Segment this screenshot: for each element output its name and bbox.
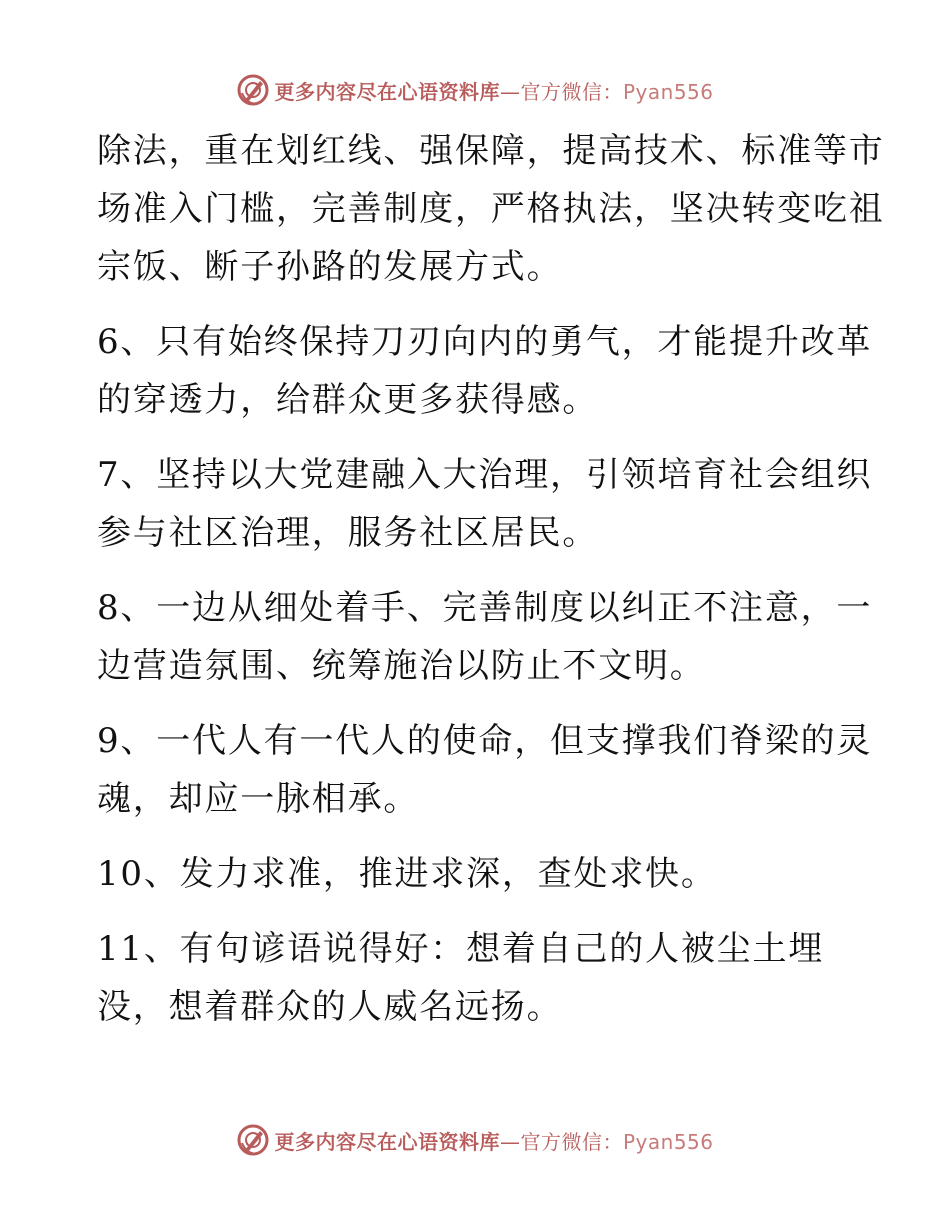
footer-text	[274, 1126, 713, 1155]
footer-wechat-label: 官方微信：	[520, 1129, 623, 1154]
paragraph-line: 8、一边从细处着手、完善制度以纠正不注意，一	[97, 588, 873, 628]
header-wechat-label: 官方微信：	[520, 79, 623, 104]
paragraph-line: 边营造氛围、统筹施治以防止不文明。	[97, 646, 706, 686]
footer-banner	[0, 1120, 950, 1160]
paragraph	[97, 446, 873, 562]
header-wechat-id: Pyan556	[622, 79, 714, 104]
paragraph-line: 9、一代人有一代人的使命，但支撑我们脊梁的灵	[97, 721, 873, 761]
paragraph	[97, 579, 873, 695]
header-text	[274, 76, 713, 105]
footer-separator: —	[499, 1129, 521, 1154]
paragraph-line: 场准入门槛，完善制度，严格执法，坚决转变吃祖	[97, 189, 885, 229]
brand-logo-icon	[236, 1123, 270, 1157]
header-separator: —	[499, 79, 521, 104]
paragraph-line: 6、只有始终保持刀刃向内的勇气，才能提升改革	[97, 322, 873, 362]
header-banner	[0, 70, 950, 110]
paragraph-line: 没，想着群众的人威名远扬。	[97, 987, 563, 1027]
document-body	[97, 122, 885, 1053]
header-site-name: 更多内容尽在心语资料库	[274, 79, 500, 104]
paragraph-line: 宗饭、断子孙路的发展方式。	[97, 247, 563, 287]
paragraph	[97, 313, 873, 429]
paragraph	[97, 920, 857, 1036]
paragraph-line: 的穿透力，给群众更多获得感。	[97, 380, 599, 420]
footer-site-name: 更多内容尽在心语资料库	[274, 1129, 500, 1154]
paragraph	[97, 712, 873, 828]
paragraph-line: 11、有句谚语说得好：想着自己的人被尘土埋	[97, 929, 825, 969]
paragraph-line: 除法，重在划红线、强保障，提高技术、标准等市	[97, 131, 885, 171]
paragraph-line: 魂，却应一脉相承。	[97, 779, 420, 819]
paragraph-line: 7、坚持以大党建融入大治理，引领培育社会组织	[97, 455, 873, 495]
paragraph-line: 参与社区治理，服务社区居民。	[97, 513, 599, 553]
paragraph	[97, 845, 857, 903]
paragraph-line: 10、发力求准，推进求深，查处求快。	[97, 854, 717, 894]
footer-wechat-id: Pyan556	[622, 1129, 714, 1154]
brand-logo-icon	[236, 73, 270, 107]
paragraph	[97, 122, 885, 296]
